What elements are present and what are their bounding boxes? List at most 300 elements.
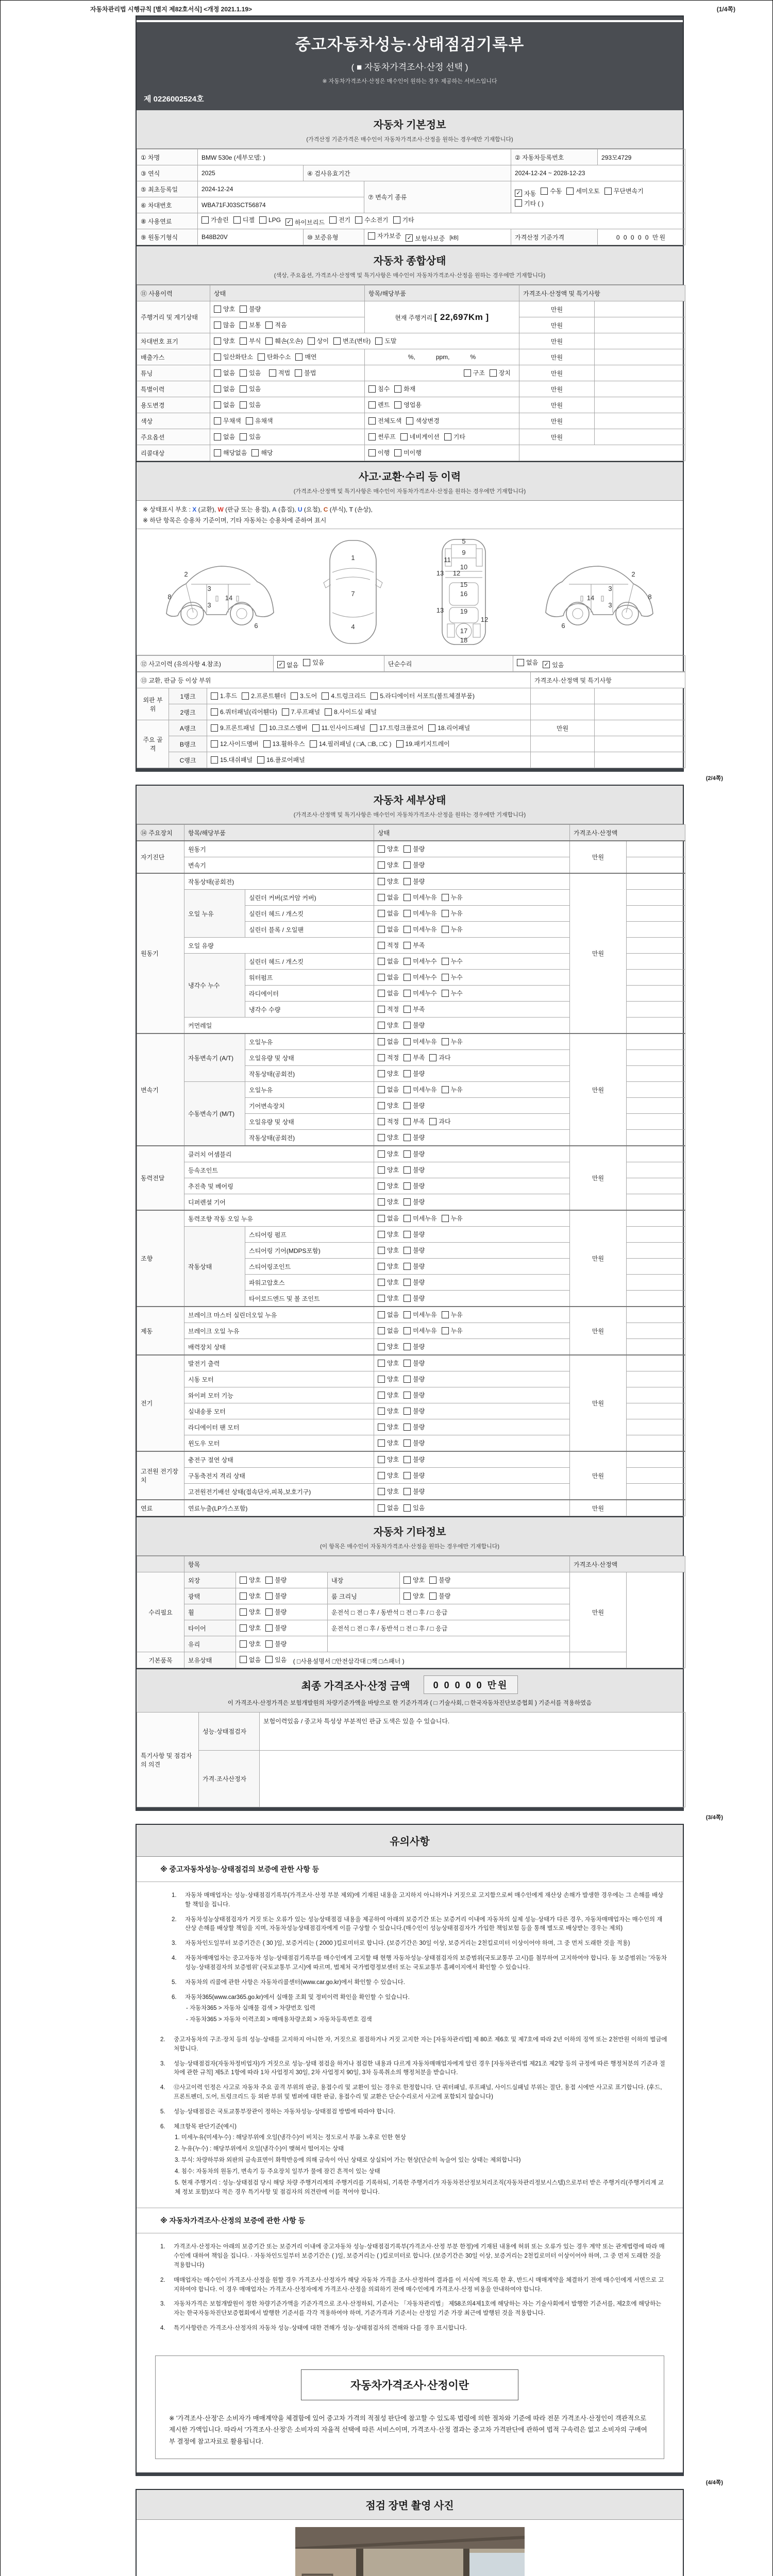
checkbox-icon[interactable] — [378, 1070, 385, 1077]
checkbox-icon[interactable] — [333, 337, 341, 345]
checkbox-icon[interactable] — [404, 1038, 411, 1045]
check-option — [240, 320, 261, 329]
checkbox-icon[interactable] — [517, 659, 524, 666]
checkbox-icon[interactable] — [322, 692, 329, 700]
check-option — [214, 304, 235, 313]
checkbox-icon[interactable] — [404, 878, 411, 885]
checkbox-icon[interactable] — [404, 942, 411, 949]
checkbox-icon[interactable] — [406, 417, 413, 425]
checkbox-icon[interactable] — [378, 1376, 385, 1383]
checkbox-icon[interactable] — [368, 385, 376, 393]
checkbox-icon[interactable] — [378, 1327, 385, 1334]
checkbox-icon[interactable] — [404, 1423, 411, 1431]
check-option-label: 양호 — [387, 1102, 399, 1110]
checkbox-icon[interactable] — [211, 740, 218, 748]
checkbox-icon[interactable] — [378, 990, 385, 997]
checkbox-icon[interactable] — [240, 1656, 247, 1663]
checkbox-icon[interactable] — [201, 216, 209, 224]
checkbox-icon[interactable] — [265, 337, 273, 345]
checkbox-icon[interactable] — [393, 216, 400, 224]
page-3 — [136, 1824, 684, 2476]
checkbox-icon[interactable] — [378, 1182, 385, 1190]
checkbox-icon[interactable] — [295, 369, 302, 377]
item-state — [374, 1484, 570, 1500]
checkbox-icon[interactable] — [378, 1150, 385, 1158]
checkbox-icon[interactable] — [378, 1423, 385, 1431]
checkbox-icon[interactable] — [404, 1279, 411, 1286]
item-label: 브레이크 오일 누유 — [184, 1323, 374, 1339]
checkbox-icon[interactable] — [442, 990, 449, 997]
checkbox-icon[interactable] — [312, 724, 320, 732]
checkbox-icon[interactable] — [214, 433, 221, 440]
checkbox-icon[interactable] — [394, 449, 401, 456]
checkbox-icon[interactable] — [263, 740, 271, 748]
checkbox-icon[interactable] — [368, 417, 376, 425]
checkbox-icon[interactable] — [404, 1263, 411, 1270]
checkbox-icon[interactable] — [378, 1118, 385, 1125]
check-option — [404, 1181, 425, 1190]
checkbox-icon[interactable] — [378, 958, 385, 965]
check-option-label: 불량 — [413, 1456, 425, 1464]
item-state — [374, 938, 570, 954]
checkbox-icon[interactable] — [378, 861, 385, 869]
check-option — [404, 1375, 425, 1383]
check-option-label: 미세누수 — [413, 990, 437, 997]
checkbox-icon[interactable] — [378, 1439, 385, 1447]
checkbox-icon[interactable] — [394, 385, 401, 393]
checkbox-icon[interactable] — [329, 216, 337, 224]
checkbox-icon[interactable]: ✓ — [285, 218, 293, 226]
checkbox-icon[interactable] — [404, 1134, 411, 1141]
color-kind — [365, 413, 519, 429]
checkbox-icon[interactable] — [404, 1247, 411, 1254]
checkbox-icon[interactable] — [214, 417, 221, 425]
checkbox-icon[interactable] — [378, 1456, 385, 1463]
checkbox-icon[interactable] — [404, 1215, 411, 1222]
checkbox-icon[interactable] — [214, 337, 221, 345]
item-label: 외장 — [184, 1572, 236, 1588]
checkbox-icon[interactable] — [404, 1006, 411, 1013]
checkbox-icon[interactable]: ✓ — [543, 661, 550, 668]
checkbox-icon[interactable] — [404, 1327, 411, 1334]
checkbox-icon[interactable] — [375, 337, 382, 345]
warranty-suffix: [kB] — [449, 235, 459, 241]
diagram-panel-number: 3 — [207, 585, 211, 592]
checkbox-icon[interactable] — [442, 894, 449, 901]
page-4 — [136, 2489, 684, 2576]
checkbox-icon[interactable] — [378, 1263, 385, 1270]
checkbox-icon[interactable] — [378, 894, 385, 901]
checkbox-icon[interactable] — [378, 1504, 385, 1512]
checkbox-icon[interactable] — [404, 1166, 411, 1174]
checkbox-icon[interactable] — [211, 756, 218, 764]
checkbox-icon[interactable] — [404, 1070, 411, 1077]
check-option — [378, 909, 399, 918]
checkbox-icon[interactable] — [442, 974, 449, 981]
check-option — [378, 1391, 399, 1399]
checkbox-icon[interactable] — [240, 1577, 247, 1584]
price-cell: 만원 — [570, 1500, 627, 1516]
checkbox-icon[interactable] — [404, 1439, 411, 1447]
item-state — [374, 1275, 570, 1291]
check-option — [442, 1214, 463, 1223]
checkbox-icon[interactable] — [291, 692, 298, 700]
checkbox-icon[interactable] — [404, 1592, 411, 1600]
checkbox-icon[interactable] — [404, 1150, 411, 1158]
checkbox-icon[interactable] — [378, 1408, 385, 1415]
checkbox-icon[interactable] — [240, 1640, 247, 1648]
checkbox-icon[interactable] — [404, 1488, 411, 1495]
sub-group-label: 오일 누유 — [184, 890, 245, 938]
state-symbol-legend: ※ 상태표시 부호 : X (교환), W (판금 또는 용접), A (흠집), U (요철), C (부식), T (손상), — [143, 506, 373, 513]
price-cell: 만원 — [570, 1033, 627, 1146]
notice-item: 2. 자동차성능상태점검자가 거짓 또는 오류가 있는 성능상태점검 내용을 제공하여 아래의 보증기간 또는 보증거리 이내에 자동차의 실제 성능·상태가 다른 경우, 자동차매매업자는 매수인의 재산상 손해를 배상할 책임을 지며, 자동차성능상태점검자에게 이를 구상할 수 있습니다.(매수인이 성능상태점검자가 가입한 책임보험 등을 통해 별도로 배상받는 경우는 제외) — [172, 1916, 667, 1934]
checkbox-icon[interactable] — [378, 1360, 385, 1367]
checkbox-icon[interactable] — [214, 401, 221, 409]
checkbox-icon[interactable] — [429, 1577, 436, 1584]
item-state — [374, 1018, 570, 1034]
checkbox-icon[interactable] — [429, 1118, 436, 1125]
check-option-label: 있음 — [249, 433, 261, 441]
checkbox-icon[interactable] — [378, 1311, 385, 1318]
check-option — [378, 1246, 399, 1255]
notice-item-text: 자동차인도일부터 보증기간은 ( 30 )일, 보증거리는 ( 2000 )킬로미터로 합니다. (보증기간은 30일 이상, 보증거리는 2천킬로미터 이상이어야 하며, 그 중 먼저 도래한 것을 적용) — [185, 1940, 630, 1947]
checkbox-icon[interactable] — [378, 1006, 385, 1013]
price-cell — [531, 688, 595, 704]
checkbox-icon[interactable] — [258, 353, 265, 361]
checkbox-icon[interactable] — [378, 1247, 385, 1254]
checkbox-icon[interactable] — [378, 926, 385, 933]
checkbox-icon[interactable]: ✓ — [406, 234, 413, 242]
item-label: 타이로드엔드 및 볼 조인트 — [245, 1291, 374, 1307]
item-label: 오일유량 및 상태 — [245, 1050, 374, 1066]
car-diagram-underbody — [423, 535, 505, 649]
checkbox-icon[interactable] — [378, 1295, 385, 1302]
checkbox-icon[interactable] — [404, 1343, 411, 1350]
checkbox-icon[interactable] — [368, 232, 375, 240]
checkbox-icon[interactable] — [404, 1392, 411, 1399]
checkbox-icon[interactable] — [404, 926, 411, 933]
checkbox-icon[interactable] — [429, 1592, 436, 1600]
check-option-label: 6.쿼터패널(리어휀다) — [220, 708, 277, 716]
checkbox-icon[interactable] — [404, 990, 411, 997]
blank-cell — [627, 954, 685, 970]
checkbox-icon[interactable] — [240, 1592, 247, 1600]
checkbox-icon[interactable] — [368, 401, 376, 409]
checkbox-icon[interactable] — [355, 216, 362, 224]
checkbox-icon[interactable] — [240, 1624, 247, 1632]
notice-subitem: 2. 누유(누수) : 해당부위에서 오일(냉각수)이 맺혀서 떨어지는 상태 — [175, 2146, 344, 2153]
checkbox-icon[interactable] — [396, 740, 404, 748]
diagram-panel-number: 19 — [460, 607, 467, 615]
checkbox-icon[interactable] — [404, 1054, 411, 1061]
item-label: 오일유량 및 상태 — [245, 1114, 374, 1130]
checkbox-icon[interactable] — [240, 385, 247, 393]
checkbox-icon[interactable] — [442, 958, 449, 965]
check-option — [201, 215, 229, 224]
notice-item-text: 성능·상태점검은 국토교통부장관이 정하는 자동차성능·상태점검 방법에 따라야 합니다. — [174, 2108, 395, 2115]
check-option — [258, 352, 291, 361]
checkbox-icon[interactable] — [400, 433, 408, 440]
checkbox-icon[interactable] — [515, 199, 522, 207]
checkbox-icon[interactable] — [378, 1198, 385, 1206]
checkbox-icon[interactable] — [265, 1624, 273, 1632]
checkbox-icon[interactable] — [404, 1086, 411, 1093]
checkbox-icon[interactable] — [378, 1102, 385, 1109]
checkbox-icon[interactable] — [404, 1102, 411, 1109]
item-label: 실린더 헤드 / 개스킷 — [245, 954, 374, 970]
notice-item-text: 특기사항란은 가격조사·산정자의 자동차 성능·상태에 대한 견해가 성능·상태점검자의 견해와 다를 경우 표시합니다. — [174, 2325, 467, 2331]
check-option — [211, 739, 259, 748]
checkbox-icon[interactable] — [404, 861, 411, 869]
check-option-label: 10.크로스멤버 — [268, 724, 308, 732]
checkbox-icon[interactable] — [378, 1472, 385, 1479]
checkbox-icon[interactable] — [242, 692, 249, 700]
check-option — [429, 1117, 450, 1126]
checkbox-icon[interactable] — [265, 1656, 273, 1663]
check-option — [442, 957, 463, 965]
checkbox-icon[interactable] — [378, 1086, 385, 1093]
regulation-text: 자동차관리법 시행규칙 [별지 제82호서식] <개정 2021.1.19> — [90, 6, 253, 13]
checkbox-icon[interactable] — [378, 1166, 385, 1174]
checkbox-icon[interactable] — [325, 708, 332, 716]
table-row — [137, 720, 685, 736]
checkbox-icon[interactable] — [265, 1577, 273, 1584]
table-row — [137, 656, 685, 672]
checkbox-icon[interactable] — [404, 1577, 411, 1584]
check-option-label: 미이행 — [404, 449, 422, 457]
checkbox-icon[interactable] — [211, 724, 218, 732]
checkbox-icon[interactable] — [404, 1504, 411, 1512]
checkbox-icon[interactable] — [404, 1198, 411, 1206]
checkbox-icon[interactable] — [303, 659, 310, 666]
checkbox-icon[interactable] — [378, 1279, 385, 1286]
checkbox-icon[interactable] — [404, 1118, 411, 1125]
checkbox-icon[interactable] — [404, 1022, 411, 1029]
check-option-label: 불량 — [413, 1134, 425, 1142]
etc-band — [137, 1516, 683, 1556]
check-option-label: 누수 — [450, 974, 463, 981]
checkbox-icon[interactable] — [214, 353, 221, 361]
check-option — [214, 448, 247, 457]
blank-cell — [627, 1194, 685, 1211]
checkbox-icon[interactable] — [240, 337, 247, 345]
checkbox-icon[interactable] — [428, 724, 435, 732]
checkbox-icon[interactable] — [378, 1231, 385, 1238]
checkbox-icon[interactable] — [490, 369, 497, 377]
checkbox-icon[interactable] — [214, 449, 221, 456]
diagram-panel-number: 3 — [608, 585, 612, 592]
price-cell: 만원 — [519, 301, 595, 317]
check-option-label: 불량 — [249, 306, 261, 313]
item-label: 커먼레일 — [184, 1018, 374, 1034]
item-state — [374, 1194, 570, 1211]
table-row — [137, 1713, 685, 1751]
checkbox-icon[interactable] — [211, 708, 218, 716]
checkbox-icon[interactable] — [464, 369, 471, 377]
checkbox-icon[interactable] — [378, 1134, 385, 1141]
checkbox-icon[interactable] — [265, 1608, 273, 1616]
checkbox-icon[interactable] — [444, 433, 451, 440]
checkbox-icon[interactable] — [442, 1327, 449, 1334]
item-state — [374, 1291, 570, 1307]
checkbox-icon[interactable] — [541, 188, 548, 195]
checkbox-icon[interactable] — [260, 724, 267, 732]
table-row — [137, 1355, 685, 1371]
check-option — [291, 691, 317, 700]
checkbox-icon[interactable] — [404, 1472, 411, 1479]
checkbox-icon[interactable] — [404, 845, 411, 853]
price-cell: 만원 — [570, 1355, 627, 1451]
checkbox-icon[interactable] — [378, 1022, 385, 1029]
checkbox-icon[interactable] — [240, 369, 247, 377]
check-option-label: 불량 — [413, 1102, 425, 1110]
checkbox-icon[interactable] — [404, 1182, 411, 1190]
checkbox-icon[interactable] — [251, 449, 259, 456]
checkbox-icon[interactable] — [442, 1311, 449, 1318]
checkbox-icon[interactable]: ✓ — [277, 661, 284, 668]
simple-repair-label: 단순수리 — [384, 656, 513, 672]
checkbox-icon[interactable] — [378, 1392, 385, 1399]
checkbox-icon[interactable] — [404, 1456, 411, 1463]
checkbox-icon[interactable] — [442, 1038, 449, 1045]
checkbox-icon[interactable] — [378, 878, 385, 885]
checkbox-icon[interactable] — [442, 1215, 449, 1222]
checkbox-icon[interactable] — [378, 845, 385, 853]
check-option — [378, 1117, 399, 1126]
check-option — [515, 189, 536, 198]
checkbox-icon[interactable] — [368, 433, 376, 440]
checkbox-icon[interactable] — [240, 306, 247, 313]
checkbox-icon[interactable] — [240, 401, 247, 409]
rank-label: A랭크 — [169, 720, 207, 736]
check-option — [378, 1230, 399, 1239]
checkbox-icon[interactable] — [214, 385, 221, 393]
checkbox-icon[interactable] — [404, 1376, 411, 1383]
car-diagram-side-left — [155, 535, 284, 649]
checkbox-icon[interactable] — [370, 724, 377, 732]
checkbox-icon[interactable] — [257, 756, 264, 764]
check-option — [404, 1021, 425, 1029]
check-option-label: 매연 — [305, 353, 317, 361]
checkbox-icon[interactable] — [269, 369, 276, 377]
checkbox-icon[interactable] — [259, 216, 266, 224]
check-option — [240, 1591, 261, 1600]
checkbox-icon[interactable] — [295, 353, 303, 361]
checkbox-icon[interactable] — [265, 1640, 273, 1648]
check-option — [378, 925, 399, 934]
checkbox-icon[interactable] — [214, 306, 221, 313]
item-label: 실린더 커버(로커암 커버) — [245, 890, 374, 906]
checkbox-icon[interactable] — [442, 1086, 449, 1093]
checkbox-icon[interactable] — [378, 1038, 385, 1045]
checkbox-icon[interactable] — [404, 1311, 411, 1318]
checkbox-icon[interactable] — [404, 958, 411, 965]
checkbox-icon[interactable] — [214, 369, 221, 377]
checkbox-icon[interactable] — [265, 321, 273, 329]
diagram-panel-number: 14 — [225, 594, 232, 602]
checkbox-icon[interactable] — [429, 1054, 436, 1061]
checkbox-icon[interactable] — [378, 1343, 385, 1350]
checkbox-icon[interactable] — [368, 449, 376, 456]
checkbox-icon[interactable]: ✓ — [515, 190, 522, 197]
checkbox-icon[interactable] — [566, 188, 574, 195]
check-option — [211, 691, 237, 700]
checkbox-icon[interactable] — [378, 1488, 385, 1495]
notice-item: 3. 성능·상태점검자(자동차정비업자)가 거짓으로 성능·상태 점검을 하거나 점검한 내용과 다르게 자동차매매업자에게 알린 경우 [자동차관리법 제21조 제2항 등의 규정에 따른 행정처분의 기준과 절차에 관한 규칙] 제5조 1항에 따라 1차 사업정지 30일, 2차 사업정지 90일, 3차 등록취소의 행정처분을 받습니다. — [160, 2060, 667, 2078]
checkbox-icon[interactable] — [378, 1215, 385, 1222]
checkbox-icon[interactable] — [214, 321, 221, 329]
item-state — [400, 1588, 570, 1604]
item-label: 휠 — [184, 1604, 236, 1620]
check-option-label: 9.프론트패널 — [220, 724, 255, 732]
checkbox-icon[interactable] — [404, 894, 411, 901]
check-option-label: 보험사보증 — [415, 234, 445, 242]
checkbox-icon[interactable] — [378, 910, 385, 917]
check-option — [295, 368, 316, 377]
checkbox-icon[interactable] — [404, 1295, 411, 1302]
checkbox-icon[interactable] — [240, 433, 247, 440]
checkbox-icon[interactable] — [442, 926, 449, 933]
car-damage-diagrams — [137, 529, 683, 655]
checkbox-icon[interactable] — [308, 337, 315, 345]
checkbox-icon[interactable] — [246, 417, 253, 425]
checkbox-icon[interactable] — [404, 910, 411, 917]
checkbox-icon[interactable] — [211, 692, 218, 700]
checkbox-icon[interactable] — [442, 910, 449, 917]
check-option — [214, 320, 235, 329]
table-row — [137, 704, 685, 720]
check-option — [378, 1326, 399, 1335]
diagram-panel-number: 6 — [561, 622, 565, 630]
checkbox-icon[interactable] — [394, 401, 401, 409]
checkbox-icon[interactable] — [240, 321, 247, 329]
price-cell: 만원 — [519, 333, 595, 349]
checkbox-icon[interactable] — [604, 188, 612, 195]
checkbox-icon[interactable] — [371, 692, 378, 700]
blank-cell — [627, 1484, 685, 1500]
checkbox-icon[interactable] — [282, 708, 289, 716]
state-symbol: X — [192, 506, 197, 513]
check-option — [396, 739, 450, 748]
check-option-label: 없음 — [387, 1311, 399, 1319]
checkbox-icon[interactable] — [378, 974, 385, 981]
diagram-panel-number: 2 — [184, 570, 188, 578]
checkbox-icon[interactable] — [310, 740, 317, 748]
checkbox-icon[interactable] — [265, 1592, 273, 1600]
notice-item: 4. 자동차매매업자는 중고자동차 성능·상태점검기록부를 매수인에게 고지할 때 현행 자동차성능·상태점검자의 보증범위(국토교통부 고시)를 첨부하여 고지하여야 합니다. 동 보증범위는 '자동차성능·상태점검자의 보증범위' (국토교통부 고시)에 따르며, 법제처 국가법령정보센터 또는 국토교통부 홈페이지에서 확인할 수 있습니다. — [172, 1954, 667, 1973]
basic-info-note: (가격산정 기준가격은 매수인이 자동차가격조사·산정을 원하는 경우에만 기재합니다) — [306, 137, 513, 143]
check-option — [277, 660, 298, 669]
check-option-label: 양호 — [249, 1624, 261, 1632]
item-label: 등속조인트 — [184, 1162, 374, 1178]
rank-options — [207, 704, 531, 720]
checkbox-icon[interactable] — [378, 1054, 385, 1061]
check-option-label: 양호 — [387, 1392, 399, 1399]
checkbox-icon[interactable] — [404, 974, 411, 981]
check-option — [322, 691, 366, 700]
item-state — [236, 1636, 328, 1652]
checkbox-icon[interactable] — [378, 942, 385, 949]
checkbox-icon[interactable] — [240, 1608, 247, 1616]
diagram-panel-number: 7 — [351, 590, 355, 598]
item-state — [236, 1572, 328, 1588]
checkbox-icon[interactable] — [233, 216, 241, 224]
notice-subitem: - 자동차365 > 자동차 이력조회 > 매매용차량조회 > 자동차등록번호 검색 — [186, 2016, 372, 2023]
checkbox-icon[interactable] — [404, 1408, 411, 1415]
checkbox-icon[interactable] — [404, 1360, 411, 1367]
checkbox-icon[interactable] — [404, 1231, 411, 1238]
